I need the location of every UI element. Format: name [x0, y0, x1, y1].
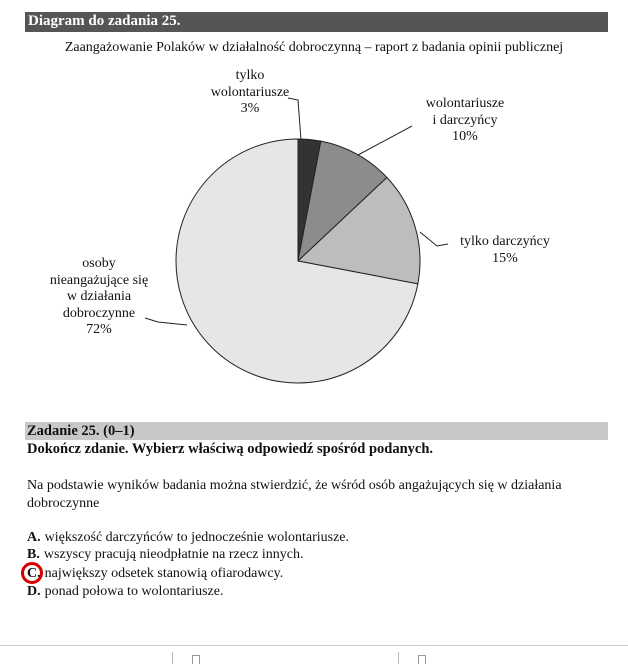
document-icon [192, 655, 200, 664]
label-osoby-nieangazujace [36, 256, 162, 339]
chart-title: Zaangażowanie Polaków w działalność dobroczynną – raport z badania opinii publicznej [64, 40, 564, 55]
task-instruction: Dokończ zdanie. Wybierz właściwą odpowiedź spośród podanych. [27, 441, 434, 457]
option-text: największy odsetek stanowią ofiarodawcy. [44, 566, 284, 581]
option-a[interactable] [27, 529, 349, 546]
option-text: większość darczyńców to jednocześnie wolontariusze. [44, 530, 350, 545]
label-value: 10% [452, 129, 478, 144]
label-line: osoby [82, 256, 116, 271]
task-question: Na podstawie wyników badania można stwierdzić, że wśród osób angażujących się w działania dobroczynne [27, 478, 562, 511]
option-text: wszyscy pracują nieodpłatnie na rzecz innych. [43, 547, 304, 562]
label-line: i darczyńcy [432, 112, 498, 128]
option-d[interactable] [27, 583, 223, 600]
label-wolontariusze-i-darczyncy [405, 96, 525, 146]
option-letter: B. [27, 547, 40, 562]
option-letter: C. [27, 566, 41, 581]
label-line: wolontariusze [425, 96, 505, 111]
label-value: 3% [240, 101, 260, 116]
label-line: nieangażujące się [49, 272, 149, 288]
leader-line-s2 [420, 232, 448, 246]
label-line: tylko [235, 68, 265, 83]
option-b[interactable] [27, 546, 304, 563]
label-tylko-darczyncy [445, 234, 565, 267]
footer-separator [398, 652, 399, 664]
label-value: 15% [492, 250, 518, 266]
label-value: 72% [86, 322, 112, 337]
task-header-bar [25, 422, 608, 440]
document-icon [418, 655, 426, 664]
option-c[interactable] [27, 565, 283, 582]
label-line: wolontariusze [210, 84, 290, 100]
footer-separator [172, 652, 173, 664]
answer-selection-circle [21, 562, 43, 584]
label-line: w działania [66, 289, 132, 304]
task-title: Zadanie 25. (0–1) [27, 423, 135, 439]
option-text: ponad połowa to wolontariusze. [44, 584, 224, 599]
section-header-title: Diagram do zadania 25. [28, 13, 181, 29]
option-letter: D. [27, 584, 41, 599]
option-letter: A. [27, 530, 41, 545]
label-tylko-wolontariusze [190, 68, 310, 118]
label-line: tylko darczyńcy [460, 234, 550, 249]
footer-divider [0, 645, 628, 646]
leader-line-s1 [358, 126, 412, 155]
label-line: dobroczynne [62, 305, 136, 321]
